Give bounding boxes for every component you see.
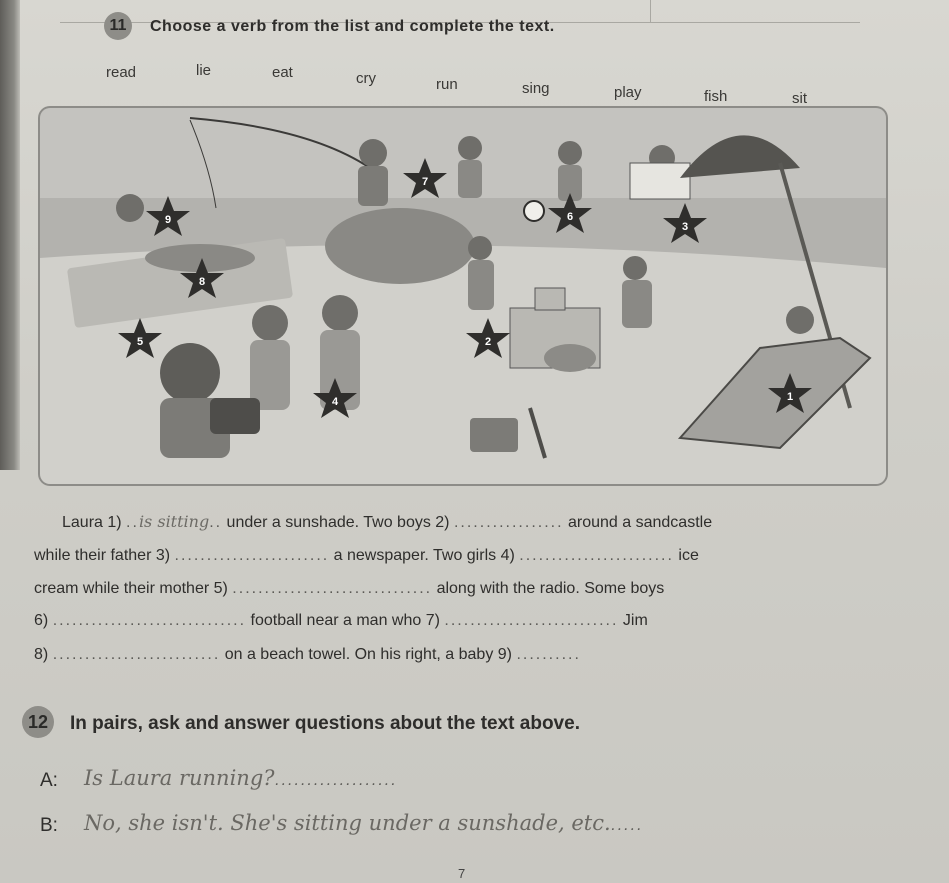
marker-label: 9	[164, 214, 172, 226]
fisherman-figure	[359, 139, 387, 167]
book-spine-shadow	[0, 0, 20, 470]
text-line-4: 6) .............................. football near a man who 7) ........................... Jim	[34, 612, 648, 629]
example-answer: is sitting	[138, 512, 210, 531]
beach-scene-drawing	[40, 108, 886, 484]
baby-figure	[116, 194, 144, 222]
football-boy-figure	[458, 136, 482, 160]
radio-shape	[210, 398, 260, 434]
marker-label: 3	[681, 221, 689, 233]
exercise-number-11: 11	[104, 12, 132, 40]
girl-figure	[322, 295, 358, 331]
marker-label: 1	[786, 391, 794, 403]
verb-run: run	[436, 76, 458, 93]
blank-6[interactable]: ..............................	[52, 612, 247, 629]
text-line-2: while their father 3) ........................ a newspaper. Two girls 4) ........................ ice	[34, 547, 699, 564]
text-line-5: 8) .......................... on a beach towel. On his right, a baby 9) ..........	[34, 646, 581, 663]
blank-5[interactable]: ...............................	[232, 580, 433, 597]
rock-shape	[325, 208, 475, 284]
blank-7[interactable]: ...........................	[444, 612, 619, 629]
speaker-a-label: A:	[40, 770, 58, 791]
text-line-3: cream while their mother 5) ............................... along with the radio. Some boys	[34, 580, 665, 597]
blank-9[interactable]: ..........	[516, 646, 581, 663]
verb-read: read	[106, 64, 137, 81]
exercise-number-12: 12	[22, 706, 54, 738]
football-ball	[524, 201, 544, 221]
marker-label: 4	[331, 396, 339, 408]
text-line-1: Laura 1) ..is sitting.. under a sunshade. Two boys 2) ................. around a sandcastle	[62, 512, 713, 531]
blank-2[interactable]: .................	[453, 514, 564, 531]
speaker-a-text: Is Laura running?...................	[84, 766, 398, 790]
blank-8[interactable]: ..........................	[52, 646, 221, 663]
speaker-b-label: B:	[40, 815, 58, 836]
marker-label: 5	[136, 336, 144, 348]
sand-bucket	[470, 418, 518, 452]
beach-illustration	[40, 108, 886, 484]
bucket-shape	[544, 344, 596, 372]
verb-lie: lie	[196, 62, 212, 79]
newspaper-shape	[630, 163, 690, 199]
exercise-12-instruction: In pairs, ask and answer questions about the text above.	[70, 713, 580, 734]
blank-4[interactable]: ........................	[519, 547, 674, 564]
marker-label: 7	[421, 176, 429, 188]
verb-play: play	[614, 84, 642, 101]
marker-label: 6	[566, 211, 574, 223]
verb-sing: sing	[522, 80, 550, 97]
marker-label: 2	[484, 336, 492, 348]
exercise-11-instruction: Choose a verb from the list and complete the text.	[150, 18, 555, 35]
laura-figure	[786, 306, 814, 334]
verb-eat: eat	[272, 64, 293, 81]
verb-sit: sit	[792, 90, 807, 107]
blank-3[interactable]: ........................	[174, 547, 330, 564]
verb-cry: cry	[356, 70, 376, 87]
mother-figure	[160, 343, 220, 403]
page-number: 7	[458, 866, 466, 881]
speaker-b-text: No, she isn't. She's sitting under a sunshade, etc......	[84, 811, 643, 835]
marker-label: 8	[198, 276, 206, 288]
girl-figure	[252, 305, 288, 341]
verb-fish: fish	[704, 88, 728, 105]
